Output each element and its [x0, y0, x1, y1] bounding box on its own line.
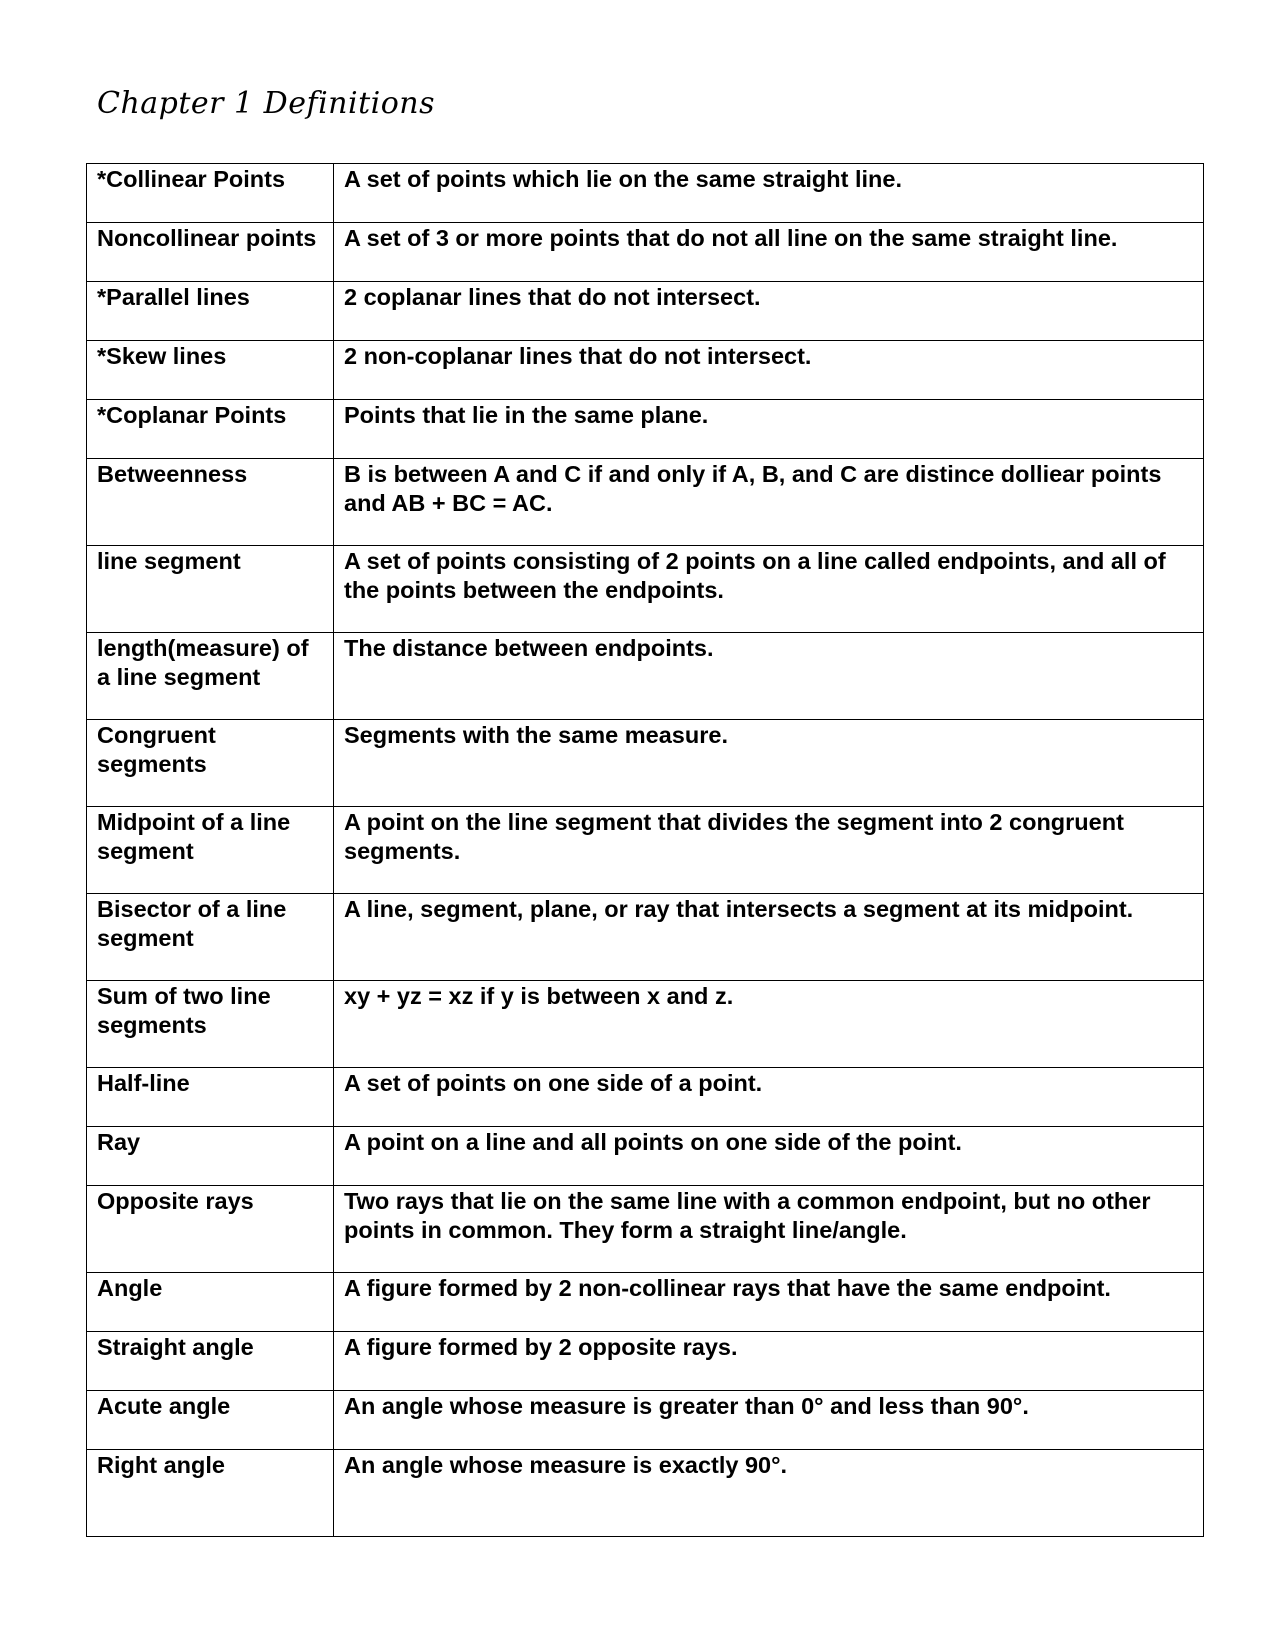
term-text: length(measure) of a line segment	[97, 635, 309, 690]
term-cell	[87, 720, 334, 807]
table-row	[87, 546, 1204, 633]
definition-cell	[334, 807, 1204, 894]
table-row	[87, 981, 1204, 1068]
definition-text: A figure formed by 2 opposite rays.	[344, 1334, 738, 1360]
definition-text: An angle whose measure is greater than 0° and less than 90°.	[344, 1393, 1029, 1419]
term-cell	[87, 894, 334, 981]
definition-text: A set of points consisting of 2 points on a line called endpoints, and all of the points between the endpoints.	[344, 548, 1166, 603]
definition-text: A set of 3 or more points that do not all line on the same straight line.	[344, 225, 1118, 251]
definition-cell	[334, 720, 1204, 807]
term-cell	[87, 1186, 334, 1273]
term-cell	[87, 223, 334, 282]
term-text: Sum of two line segments	[97, 983, 271, 1038]
definition-cell	[334, 341, 1204, 400]
term-cell	[87, 1332, 334, 1391]
term-cell	[87, 1450, 334, 1537]
term-text: Acute angle	[97, 1393, 231, 1419]
term-text: Straight angle	[97, 1334, 254, 1360]
term-cell	[87, 341, 334, 400]
definition-cell	[334, 1186, 1204, 1273]
definitions-table	[86, 163, 1204, 1537]
term-text: Congruent segments	[97, 722, 216, 777]
term-text: Betweenness	[97, 461, 248, 487]
term-cell	[87, 459, 334, 546]
table-row	[87, 1332, 1204, 1391]
definition-text: 2 coplanar lines that do not intersect.	[344, 284, 761, 310]
definition-cell	[334, 164, 1204, 223]
definition-text: A point on a line and all points on one side of the point.	[344, 1129, 962, 1155]
table-row	[87, 341, 1204, 400]
table-row	[87, 164, 1204, 223]
term-text: Midpoint of a line segment	[97, 809, 291, 864]
term-text: *Coplanar Points	[97, 402, 287, 428]
definition-cell	[334, 1273, 1204, 1332]
table-row	[87, 1186, 1204, 1273]
term-text: Noncollinear points	[97, 225, 317, 251]
term-cell	[87, 400, 334, 459]
definition-cell	[334, 1332, 1204, 1391]
definition-cell	[334, 1391, 1204, 1450]
table-row	[87, 223, 1204, 282]
definition-text: Points that lie in the same plane.	[344, 402, 709, 428]
table-row	[87, 459, 1204, 546]
term-text: Right angle	[97, 1452, 225, 1478]
definition-text: 2 non-coplanar lines that do not intersect.	[344, 343, 812, 369]
term-text: *Collinear Points	[97, 166, 286, 192]
term-cell	[87, 164, 334, 223]
table-row	[87, 633, 1204, 720]
definition-text: The distance between endpoints.	[344, 635, 714, 661]
definition-cell	[334, 459, 1204, 546]
definition-cell	[334, 223, 1204, 282]
term-cell	[87, 981, 334, 1068]
definition-cell	[334, 633, 1204, 720]
term-cell	[87, 546, 334, 633]
definition-text: B is between A and C if and only if A, B, and C are distince dolliear points and AB + BC = AC.	[344, 461, 1162, 516]
table-row	[87, 282, 1204, 341]
term-cell	[87, 807, 334, 894]
term-cell	[87, 1068, 334, 1127]
table-row	[87, 1068, 1204, 1127]
term-text: Bisector of a line segment	[97, 896, 287, 951]
definition-cell	[334, 1450, 1204, 1537]
term-cell	[87, 282, 334, 341]
term-cell	[87, 633, 334, 720]
definition-text: Segments with the same measure.	[344, 722, 728, 748]
term-text: Opposite rays	[97, 1188, 254, 1214]
term-text: Half-line	[97, 1070, 190, 1096]
term-text: Ray	[97, 1129, 141, 1155]
table-row	[87, 1127, 1204, 1186]
table-row	[87, 400, 1204, 459]
definition-text: Two rays that lie on the same line with a common endpoint, but no other points in common. They form a straight line/angle.	[344, 1188, 1151, 1243]
definition-cell	[334, 400, 1204, 459]
definition-text: An angle whose measure is exactly 90°.	[344, 1452, 788, 1478]
definition-cell	[334, 894, 1204, 981]
table-row	[87, 1450, 1204, 1537]
definition-text: A figure formed by 2 non-collinear rays that have the same endpoint.	[344, 1275, 1111, 1301]
table-row	[87, 1273, 1204, 1332]
term-text: *Skew lines	[97, 343, 227, 369]
term-cell	[87, 1127, 334, 1186]
definition-text: A set of points which lie on the same straight line.	[344, 166, 902, 192]
term-text: *Parallel lines	[97, 284, 250, 310]
table-row	[87, 894, 1204, 981]
definition-cell	[334, 282, 1204, 341]
table-row	[87, 807, 1204, 894]
page-title: Chapter 1 Definitions	[97, 86, 436, 121]
table-row	[87, 1391, 1204, 1450]
term-cell	[87, 1273, 334, 1332]
definition-cell	[334, 546, 1204, 633]
term-text: line segment	[97, 548, 241, 574]
definition-cell	[334, 1068, 1204, 1127]
term-cell	[87, 1391, 334, 1450]
definition-text: A line, segment, plane, or ray that intersects a segment at its midpoint.	[344, 896, 1134, 922]
definition-text: xy + yz = xz if y is between x and z.	[344, 983, 734, 1009]
definition-cell	[334, 1127, 1204, 1186]
term-text: Angle	[97, 1275, 163, 1301]
table-row	[87, 720, 1204, 807]
definition-text: A point on the line segment that divides the segment into 2 congruent segments.	[344, 809, 1124, 864]
definition-text: A set of points on one side of a point.	[344, 1070, 763, 1096]
definition-cell	[334, 981, 1204, 1068]
